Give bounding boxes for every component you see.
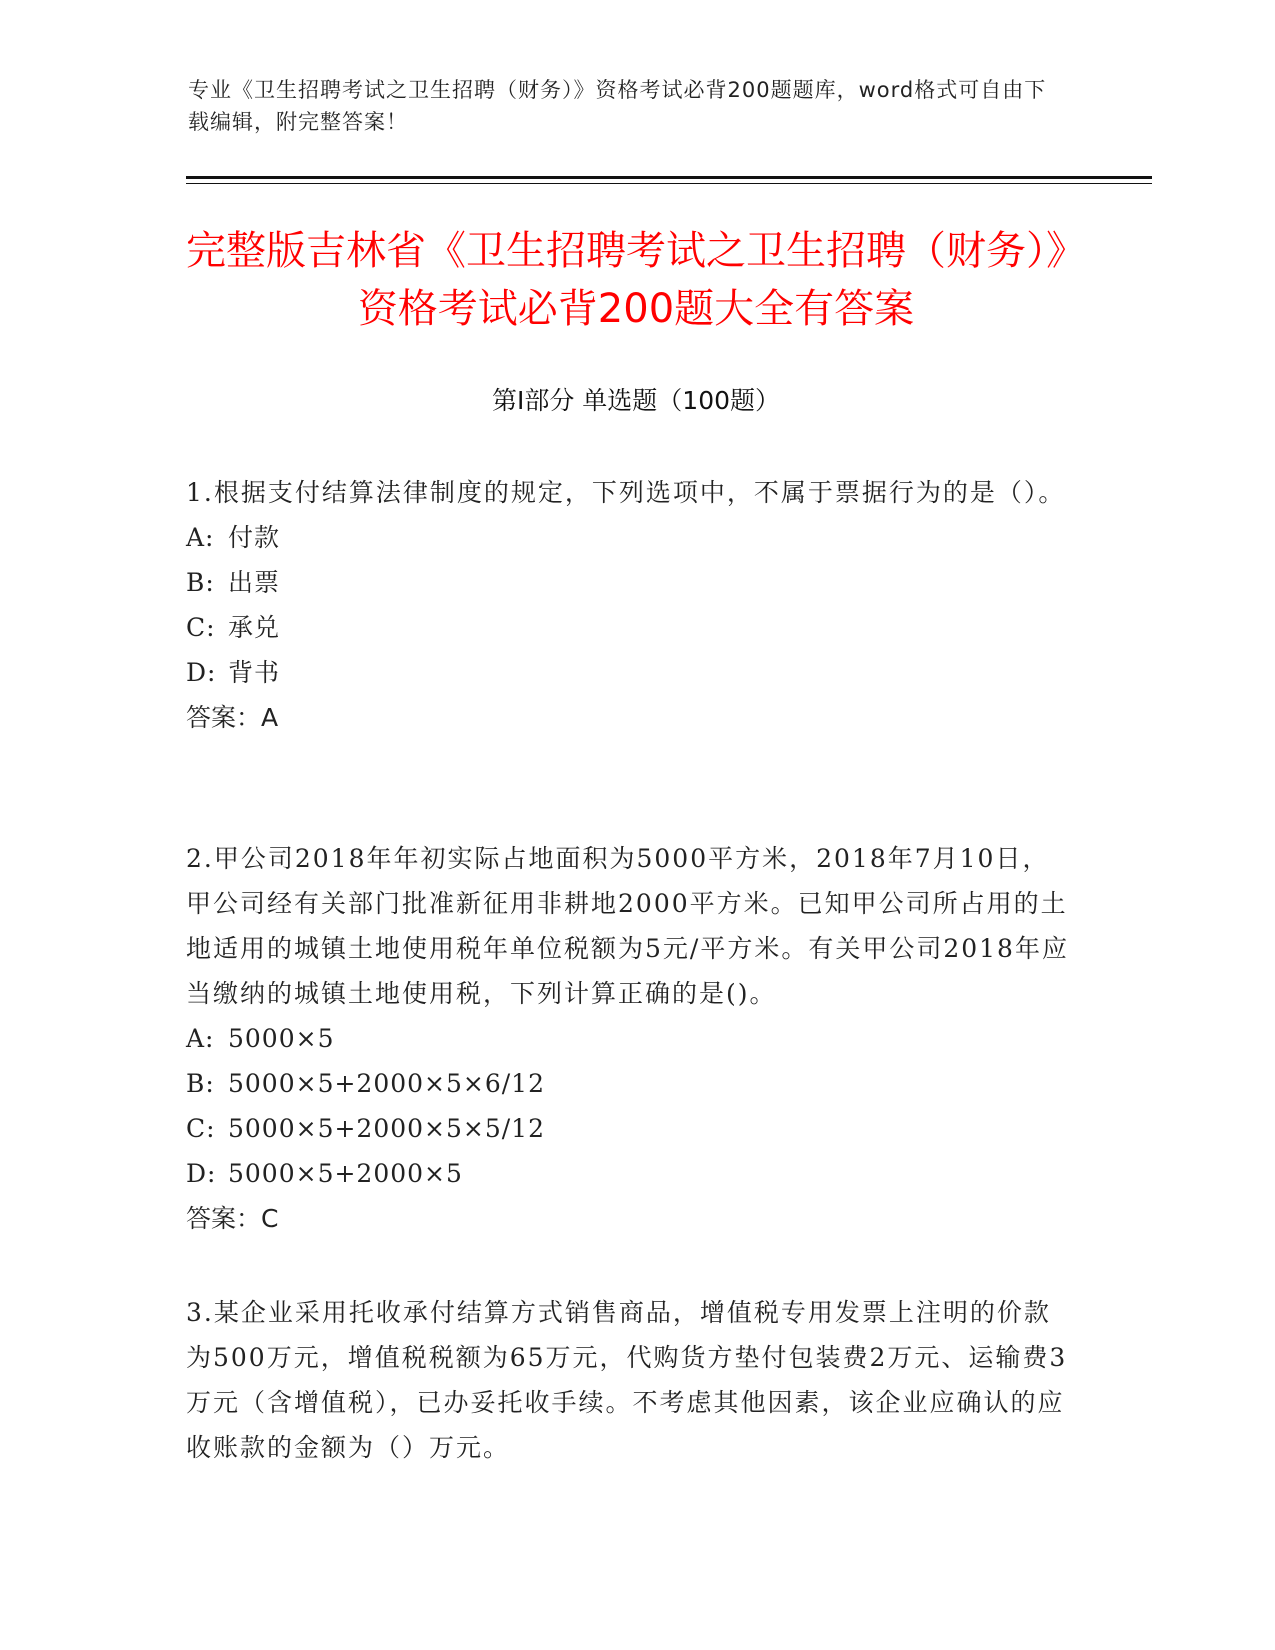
option-a — [186, 515, 1076, 560]
option-text: 出票 — [228, 568, 281, 597]
option-letter: C: — [186, 613, 216, 642]
option-letter: D: — [186, 658, 217, 687]
option-text: 5000×5 — [228, 1024, 335, 1053]
option-text: 5000×5+2000×5×5/12 — [228, 1114, 545, 1143]
question-3 — [186, 1290, 1076, 1470]
answer: 答案：C — [186, 1204, 279, 1233]
option-b — [186, 1061, 1076, 1106]
option-text: 承兑 — [228, 613, 281, 642]
question-text: 1.根据支付结算法律制度的规定，下列选项中，不属于票据行为的是（）。 — [186, 478, 1066, 507]
question-text: 2.甲公司2018年年初实际占地面积为5000平方米，2018年7月10日，甲公司经有关部门批准新征用非耕地2000平方米。已知甲公司所占用的土地适用的城镇土地使用税年单位税额为5元/平方米。有关甲公司2018年应当缴纳的城镇土地使用税，下列计算正确的是()。 — [186, 844, 1069, 1008]
header-divider-thick — [186, 176, 1152, 179]
question-2 — [186, 836, 1076, 1241]
option-b — [186, 560, 1076, 605]
option-letter: A: — [186, 523, 215, 552]
option-d — [186, 650, 1076, 695]
option-letter: D: — [186, 1159, 217, 1188]
option-text: 5000×5+2000×5×6/12 — [228, 1069, 545, 1098]
option-a — [186, 1016, 1076, 1061]
option-text: 背书 — [228, 658, 281, 687]
option-c — [186, 1106, 1076, 1151]
header-divider-thin — [186, 183, 1152, 184]
option-c — [186, 605, 1076, 650]
option-letter: B: — [186, 568, 215, 597]
question-text: 3.某企业采用托收承付结算方式销售商品，增值税专用发票上注明的价款为500万元，增值税税额为65万元，代购货方垫付包装费2万元、运输费3万元（含增值税），已办妥托收手续。不考虑其他因素，该企业应确认的应收账款的金额为（）万元。 — [186, 1298, 1068, 1462]
option-text: 5000×5+2000×5 — [228, 1159, 463, 1188]
option-letter: C: — [186, 1114, 216, 1143]
section-title: 第I部分 单选题（100题） — [491, 386, 781, 415]
header-note: 专业《卫生招聘考试之卫生招聘（财务）》资格考试必背200题题库，word格式可自由下载编辑，附完整答案！ — [188, 78, 1047, 134]
option-d — [186, 1151, 1076, 1196]
option-letter: A: — [186, 1024, 215, 1053]
option-letter: B: — [186, 1069, 215, 1098]
answer: 答案：A — [186, 703, 279, 732]
option-text: 付款 — [228, 523, 281, 552]
question-1 — [186, 470, 1076, 740]
document-title: 完整版吉林省《卫生招聘考试之卫生招聘（财务）》资格考试必背200题大全有答案 — [186, 228, 1086, 332]
